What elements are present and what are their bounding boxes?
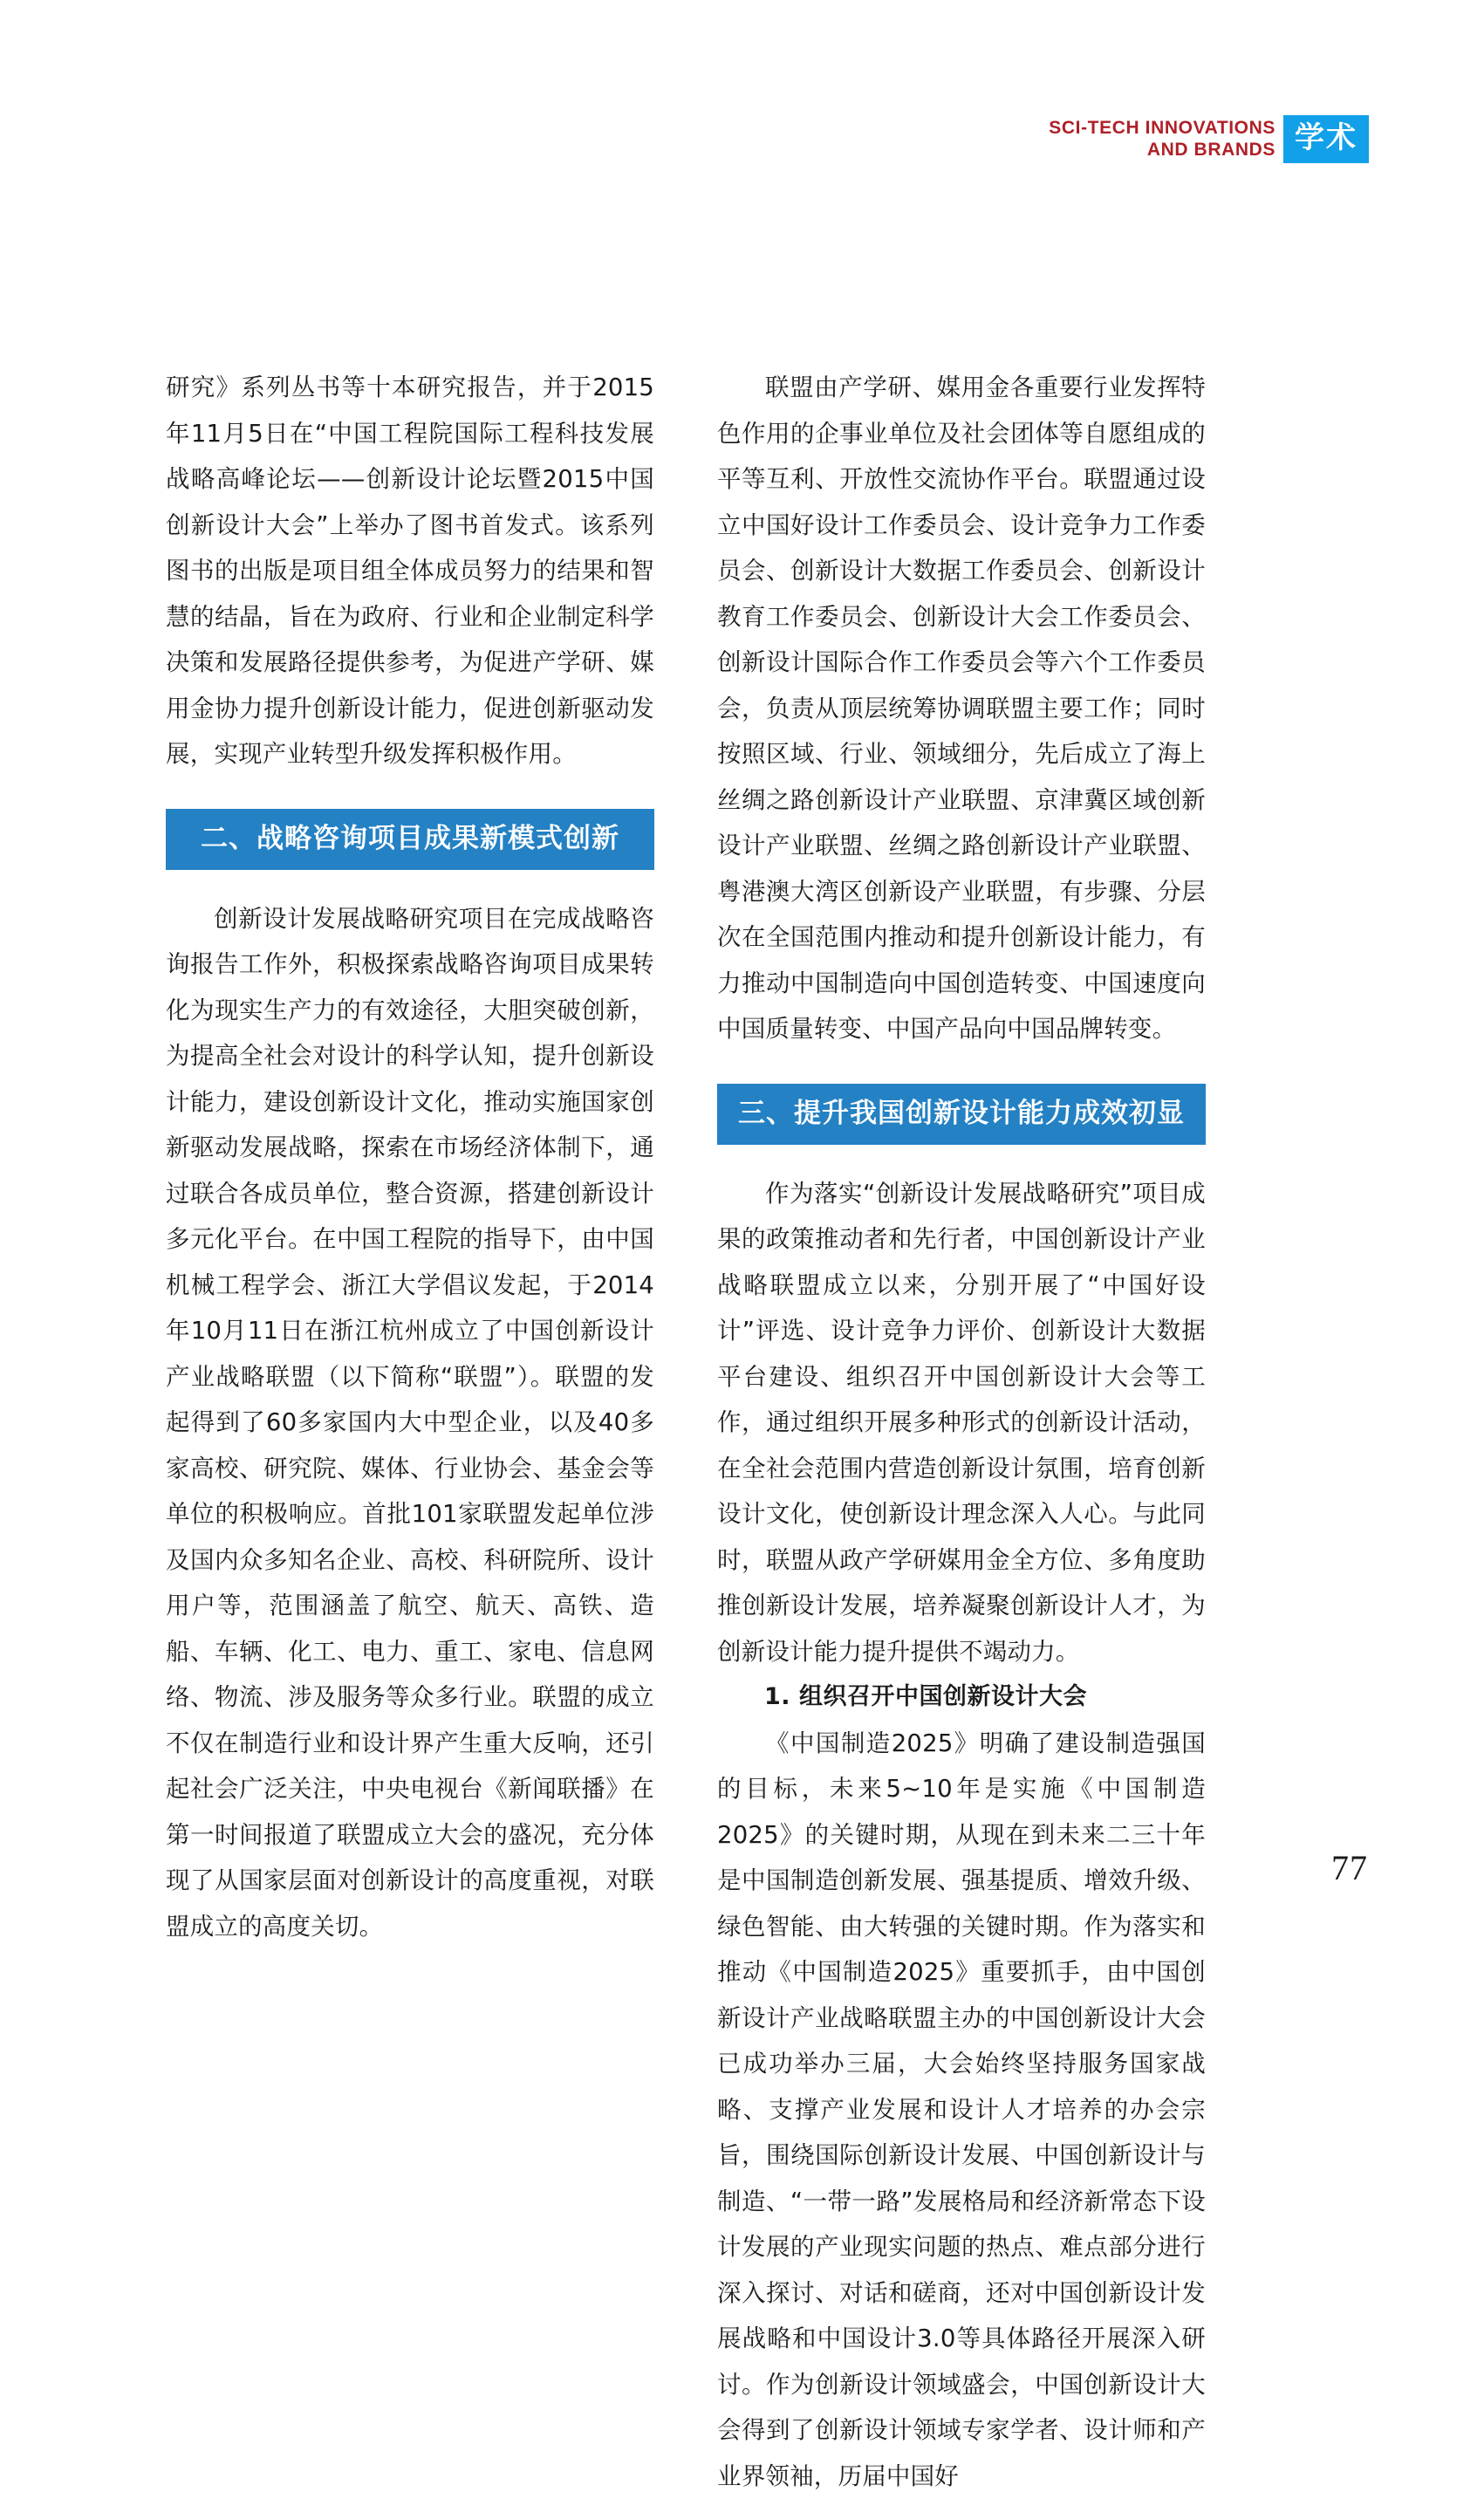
section-three-paragraph: 作为落实“创新设计发展战略研究”项目成果的政策推动者和先行者，中国创新设计产业战略联盟成立以来，分别开展了“中国好设计”评选、设计竞争力评价、创新设计大数据平台建设、组织召开中国创新设计大会等工作，通过组织开展多种形式的创新设计活动，在全社会范围内营造创新设计氛围，培育创新设计文化，使创新设计理念深入人心。与此同时，联盟从政产学研媒用金全方位、多角度助推创新设计发展，培养凝聚创新设计人才，为创新设计能力提升提供不竭动力。 — [717, 1179, 1206, 1666]
page-number: 77 — [1331, 1848, 1368, 1887]
section-two-paragraph: 创新设计发展战略研究项目在完成战略咨询报告工作外，积极探索战略咨询项目成果转化为现实生产力的有效途径，大胆突破创新，为提高全社会对设计的科学认知，提升创新设计能力，建设创新设计文化，推动实施国家创新驱动发展战略，探索在市场经济体制下，通过联合各成员单位，整合资源，搭建创新设计多元化平台。在中国工程院的指导下，由中国机械工程学会、浙江大学倡议发起，于2014年10月11日在浙江杭州成立了中国创新设计产业战略联盟（以下简称“联盟”）。联盟的发起得到了60多家国内大中型企业，以及40多家高校、研究院、媒体、行业协会、基金会等单位的积极响应。首批101家联盟发起单位涉及国内众多知名企业、高校、科研院所、设计用户等，范围涵盖了航空、航天、高铁、造船、车辆、化工、电力、重工、家电、信息网络、物流、涉及服务等众多行业。联盟的成立不仅在制造行业和设计界产生重大反响，还引起社会广泛关注，中央电视台《新闻联播》在第一时间报道了联盟成立大会的盛况，充分体现了从国家层面对创新设计的高度重视，对联盟成立的高度关切。 — [166, 904, 654, 1941]
paragraph-continued-from-previous-page: 研究》系列丛书等十本研究报告，并于2015年11月5日在“中国工程院国际工程科技发展战略高峰论坛——创新设计论坛暨2015中国创新设计大会”上举办了图书首发式。该系列图书的出版是项目组全体成员努力的结果和智慧的结晶，旨在为政府、行业和企业制定科学决策和发展路径提供参考，为促进产学研、媒用金协力提升创新设计能力，促进创新驱动发展，实现产业转型升级发挥积极作用。 — [166, 373, 654, 768]
journal-title-line-2: AND BRANDS — [1146, 140, 1275, 160]
subsection-one-paragraph: 《中国制造2025》明确了建设制造强国的目标，未来5~10年是实施《中国制造2025》的关键时期，从现在到未来二三十年是中国制造创新发展、强基提质、增效升级、绿色智能、由大转强的关键时期。作为落实和推动《中国制造2025》重要抓手，由中国创新设计产业战略联盟主办的中国创新设计大会已成功举办三届，大会始终坚持服务国家战略、支撑产业发展和设计人才培养的办会宗旨，围绕国际创新设计发展、中国创新设计与制造、“一带一路”发展格局和经济新常态下设计发展的产业现实问题的热点、难点部分进行深入探讨、对话和磋商，还对中国创新设计发展战略和中国设计3.0等具体路径开展深入研讨。作为创新设计领域盛会，中国创新设计大会得到了创新设计领域专家学者、设计师和产业界领袖，历届中国好 — [717, 1729, 1206, 2490]
right-column — [717, 365, 1206, 2499]
journal-masthead — [1049, 112, 1369, 166]
subsection-heading-one: 1. 组织召开中国创新设计大会 — [764, 1683, 1087, 1711]
alliance-description-paragraph: 联盟由产学研、媒用金各重要行业发挥特色作用的企事业单位及社会团体等自愿组成的平等互利、开放性交流协作平台。联盟通过设立中国好设计工作委员会、设计竞争力工作委员会、创新设计大数据工作委员会、创新设计教育工作委员会、创新设计大会工作委员会、创新设计国际合作工作委员会等六个工作委员会，负责从顶层统筹协调联盟主要工作；同时按照区域、行业、领域细分，先后成立了海上丝绸之路创新设计产业联盟、京津冀区域创新设计产业联盟、丝绸之路创新设计产业联盟、粤港澳大湾区创新设产业联盟，有步骤、分层次在全国范围内推动和提升创新设计能力，有力推动中国制造向中国创造转变、中国速度向中国质量转变、中国产品向中国品牌转变。 — [717, 373, 1206, 1043]
journal-title-english — [1049, 117, 1283, 161]
section-heading-two: 二、战略咨询项目成果新模式创新 — [166, 809, 654, 870]
journal-title-line-1: SCI-TECH INNOVATIONS — [1049, 118, 1275, 138]
left-column — [166, 365, 654, 1949]
section-heading-three: 三、提升我国创新设计能力成效初显 — [717, 1084, 1206, 1145]
journal-badge-chinese: 学术 — [1283, 115, 1369, 163]
